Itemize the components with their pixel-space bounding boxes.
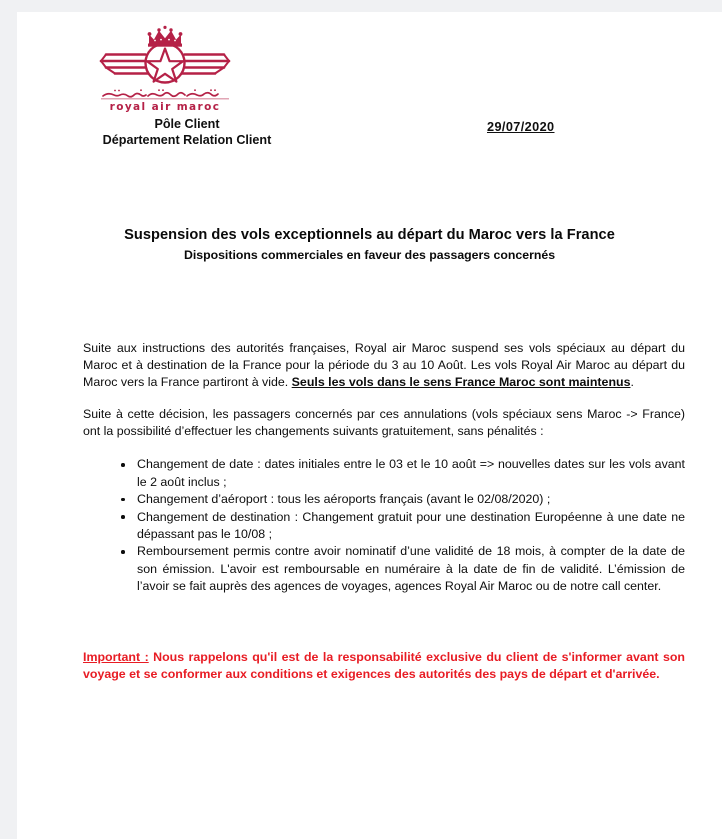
document-date: 29/07/2020 bbox=[487, 120, 555, 134]
page-title: Suspension des vols exceptionnels au départ du Maroc vers la France bbox=[124, 227, 615, 243]
options-bullet-list bbox=[83, 456, 685, 594]
document-body bbox=[83, 340, 685, 695]
bullet-dot-icon bbox=[121, 550, 125, 554]
department-line-2: Département Relation Client bbox=[102, 133, 272, 147]
list-item bbox=[83, 456, 685, 490]
royal-air-maroc-logo-icon bbox=[99, 21, 231, 87]
bullet-dot-icon bbox=[121, 498, 125, 502]
document-title-block bbox=[17, 226, 722, 264]
bullet-dot-icon bbox=[121, 515, 125, 519]
list-item-text: Changement d’aéroport : tous les aéroports français (avant le 02/08/2020) ; bbox=[137, 492, 551, 507]
list-item bbox=[83, 543, 685, 594]
brand-logo-block bbox=[90, 21, 240, 113]
important-notice bbox=[83, 649, 685, 683]
lead-in-paragraph: Suite à cette décision, les passagers concernés par ces annulations (vols spéciaux sens Maroc -> France) ont la possibilité d’effectuer les changements suivants gratuitement, sans pénalités : bbox=[83, 407, 685, 439]
department-line-1: Pôle Client bbox=[154, 117, 220, 131]
important-label: Important : bbox=[83, 649, 149, 664]
department-heading bbox=[17, 116, 357, 148]
list-item bbox=[83, 491, 685, 508]
list-item-text: Remboursement permis contre avoir nominatif d’une validité de 18 mois, à compter de la date de son émission. L'avoir est remboursable en numéraire à la date de fin de validité. L’émission de l’avoir se fait auprès des agences de voyages, agences Royal Air Maroc ou de notre call center. bbox=[137, 544, 685, 593]
arabic-brand-name-icon bbox=[99, 86, 231, 101]
intro-text-part-1: Suite aux instructions des autorités françaises, Royal air Maroc suspend ses vols spéciaux au départ du Maroc et à destination de la France pour la période du 3 au 10 Août. Les vols Royal Air Maroc au départ du Maroc vers la France partiront à vide. bbox=[83, 341, 685, 390]
intro-text-part-2: . bbox=[630, 375, 634, 390]
important-text: Nous rappelons qu'il est de la responsabilité exclusive du client de s'informer avant son voyage et se conformer aux conditions et exigences des autorités des pays de départ et d'arrivée. bbox=[83, 649, 685, 681]
list-item-text: Changement de destination : Changement gratuit pour une destination Européenne à une date ne dépassant pas le 10/08 ; bbox=[137, 509, 685, 541]
list-item bbox=[83, 509, 685, 543]
brand-wordmark: royal air maroc bbox=[109, 101, 221, 113]
intro-emphasis-text: Seuls les vols dans le sens France Maroc sont maintenus bbox=[291, 375, 631, 390]
bullet-dot-icon bbox=[121, 463, 125, 467]
list-item-text: Changement de date : dates initiales entre le 03 et le 10 août => nouvelles dates sur les vols avant le 2 août inclus ; bbox=[137, 457, 685, 489]
intro-paragraph bbox=[83, 340, 685, 391]
document-page bbox=[17, 12, 722, 839]
page-subtitle: Dispositions commerciales en faveur des passagers concernés bbox=[183, 248, 556, 262]
